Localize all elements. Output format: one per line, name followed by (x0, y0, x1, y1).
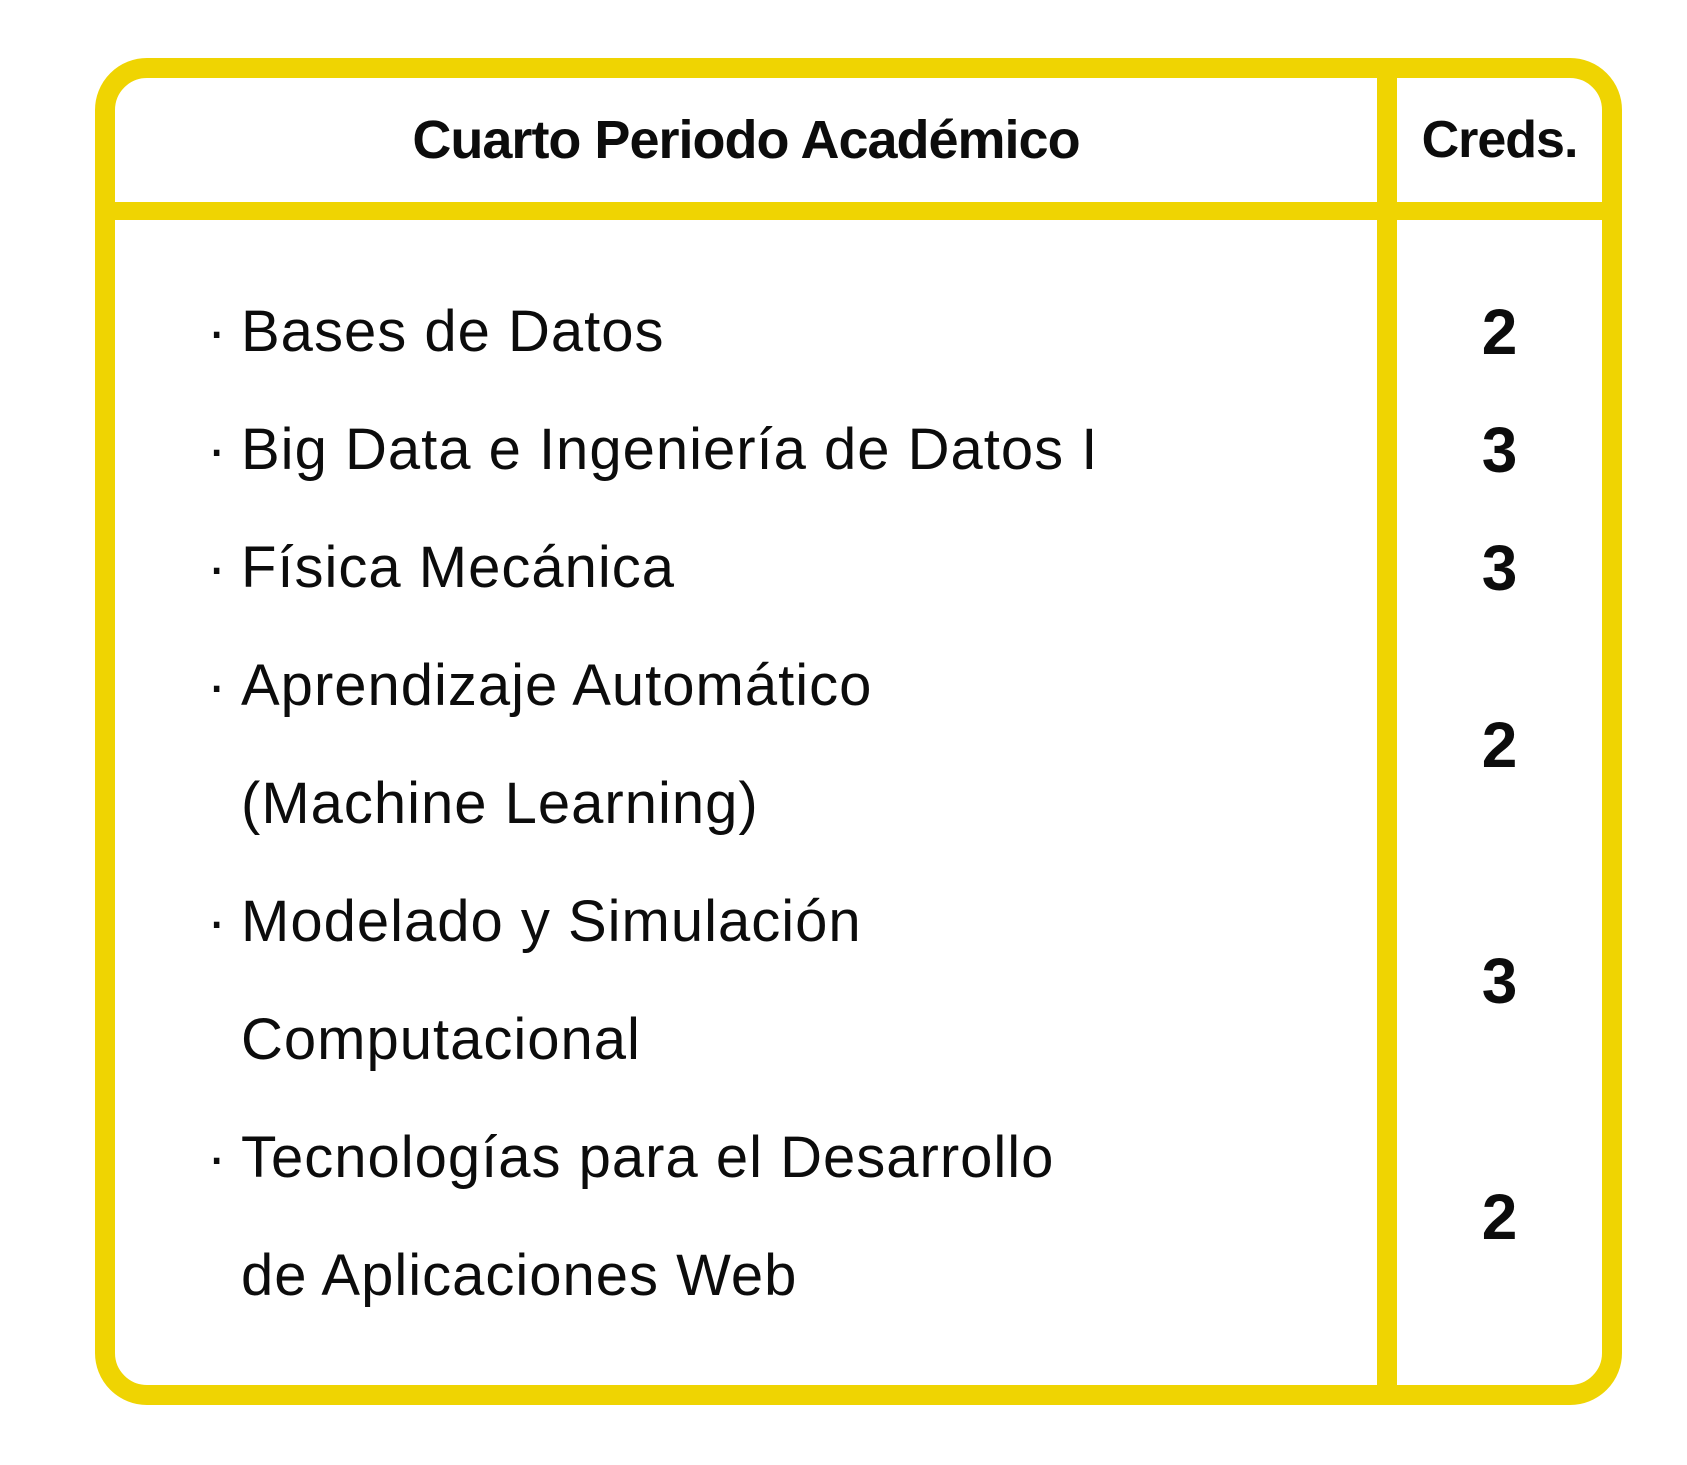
course-row (115, 509, 1602, 627)
table-header-row (115, 78, 1602, 202)
course-name-line (207, 863, 1377, 981)
bullet-icon: · (207, 417, 228, 482)
course-name-line (207, 627, 1377, 745)
course-name-text: Aprendizaje Automático (241, 653, 873, 718)
course-list (115, 220, 1602, 1385)
course-credits: 2 (1481, 296, 1518, 368)
bullet-icon: · (207, 653, 228, 718)
course-name-text: (Machine Learning) (241, 771, 759, 836)
course-name-line (207, 1099, 1377, 1217)
course-name-line (207, 1217, 1377, 1335)
course-name-text: Modelado y Simulación (241, 889, 862, 954)
course-name (115, 273, 1377, 391)
course-credits: 3 (1481, 945, 1518, 1017)
course-name (115, 863, 1377, 1099)
course-credits: 2 (1481, 709, 1518, 781)
course-name-text: de Aplicaciones Web (241, 1243, 798, 1308)
course-row (115, 273, 1602, 391)
course-row (115, 627, 1602, 863)
course-name-text: Bases de Datos (241, 299, 665, 364)
course-name-text: Big Data e Ingeniería de Datos I (241, 417, 1099, 482)
course-name (115, 391, 1377, 509)
table-title: Cuarto Periodo Académico (412, 110, 1080, 170)
credits-column-header: Creds. (1421, 111, 1578, 169)
course-name-text: Computacional (241, 1007, 641, 1072)
course-credits: 3 (1481, 532, 1518, 604)
bullet-icon: · (207, 889, 228, 954)
course-credits: 2 (1481, 1181, 1518, 1253)
course-name-text: Tecnologías para el Desarrollo (241, 1125, 1055, 1190)
curriculum-table (95, 58, 1622, 1405)
bullet-icon: · (207, 1125, 228, 1190)
course-name-line (207, 745, 1377, 863)
course-name (115, 1099, 1377, 1335)
course-row (115, 391, 1602, 509)
course-name-line (207, 981, 1377, 1099)
course-credits: 3 (1481, 414, 1518, 486)
course-name-line (207, 509, 1377, 627)
course-name-text: Física Mecánica (241, 535, 676, 600)
course-name-line (207, 273, 1377, 391)
bullet-icon: · (207, 535, 228, 600)
bullet-icon: · (207, 299, 228, 364)
course-name (115, 509, 1377, 627)
course-row (115, 1099, 1602, 1335)
course-name (115, 627, 1377, 863)
course-row (115, 863, 1602, 1099)
course-name-line (207, 391, 1377, 509)
header-separator (115, 202, 1602, 220)
